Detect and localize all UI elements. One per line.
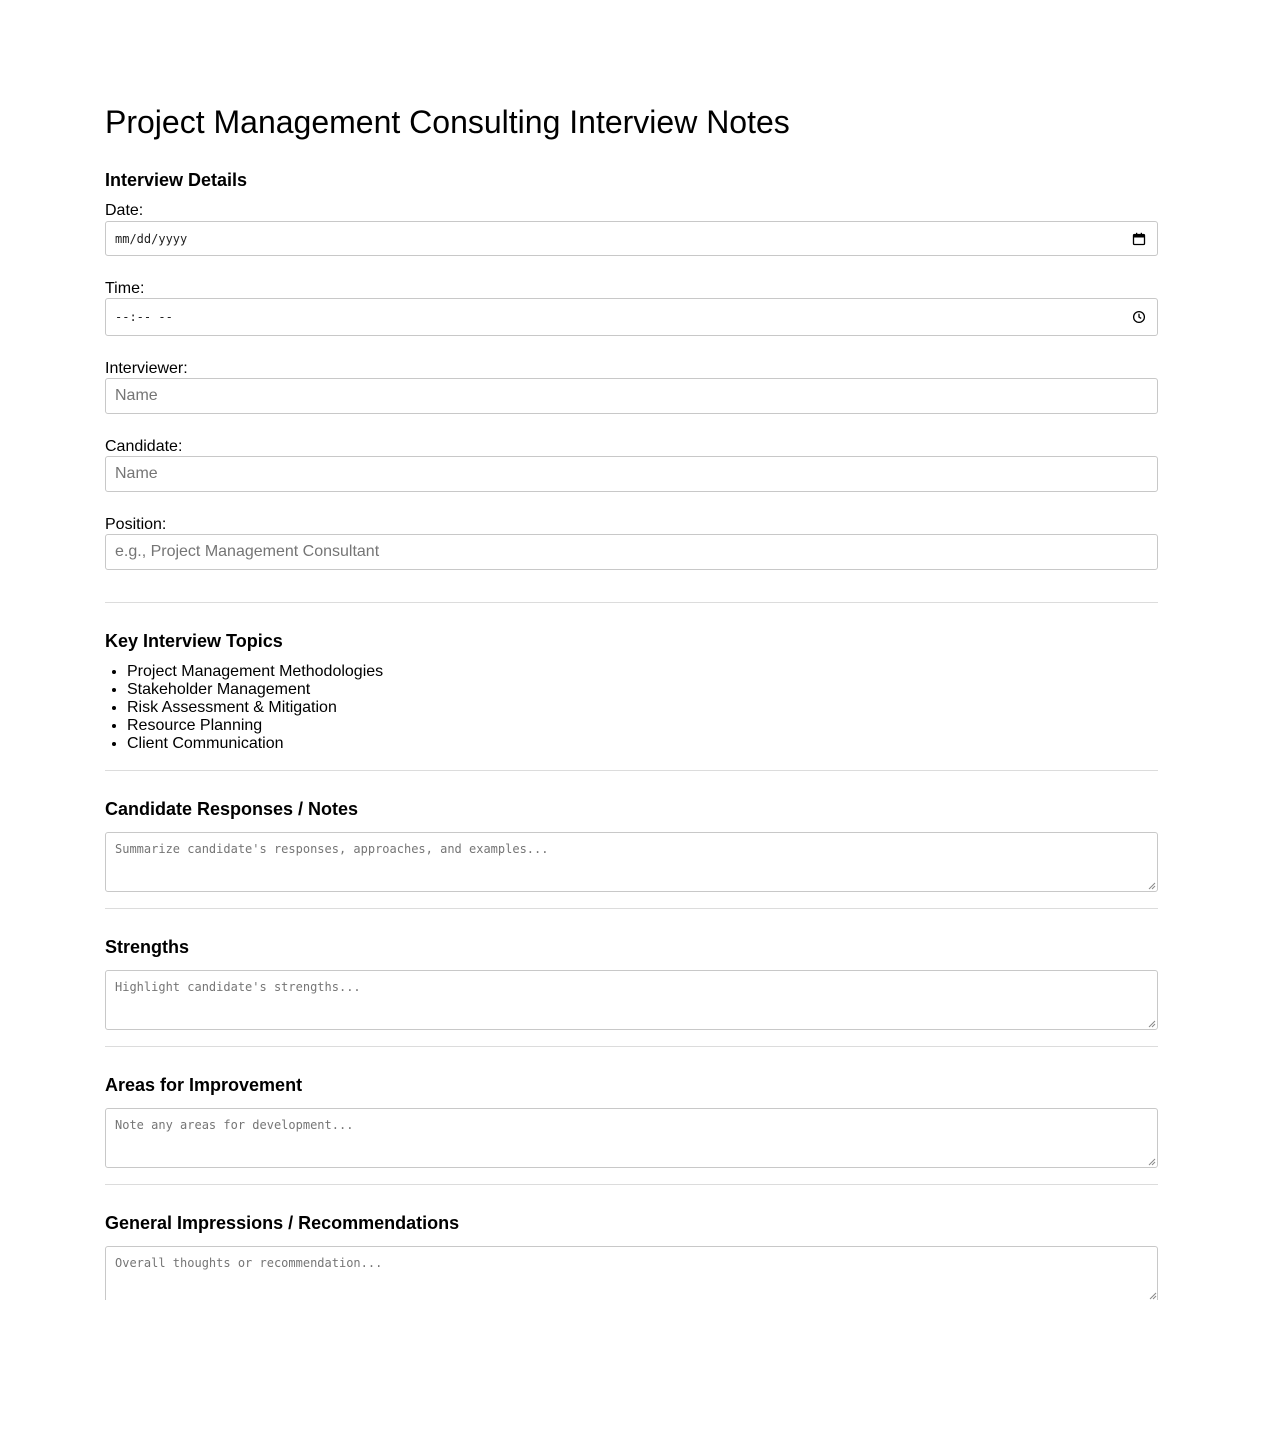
improvement-textarea[interactable] (105, 1108, 1158, 1168)
responses-heading: Candidate Responses / Notes (105, 799, 359, 819)
impressions-clip (105, 1246, 1158, 1300)
page-title: Project Management Consulting Interview Notes (105, 104, 790, 140)
list-item: • Client Communication (127, 735, 383, 753)
impressions-heading: General Impressions / Recommendations (105, 1213, 460, 1233)
strengths-heading: Strengths (105, 937, 190, 957)
section-divider (105, 602, 1158, 603)
candidate-placeholder: Name (115, 465, 158, 482)
clock-icon[interactable] (1132, 310, 1146, 324)
strengths-textarea[interactable] (105, 970, 1158, 1030)
list-item: • Project Management Methodologies (127, 663, 383, 681)
impressions-placeholder: Overall thoughts or recommendation... (115, 1256, 383, 1270)
responses-textarea[interactable] (105, 832, 1158, 892)
interviewer-label: Interviewer: (105, 360, 188, 377)
resize-handle-icon[interactable] (1148, 1020, 1156, 1028)
section-divider (105, 908, 1158, 909)
candidate-label: Candidate: (105, 438, 183, 455)
list-item: • Risk Assessment & Mitigation (127, 699, 383, 717)
list-item: • Resource Planning (127, 717, 383, 735)
date-input[interactable] (105, 221, 1158, 256)
time-input[interactable] (105, 298, 1158, 336)
date-label: Date: (105, 202, 144, 219)
strengths-placeholder: Highlight candidate's strengths... (115, 980, 361, 994)
impressions-textarea[interactable] (105, 1246, 1158, 1300)
resize-handle-icon[interactable] (1149, 1292, 1157, 1300)
interview-details-heading: Interview Details (105, 170, 248, 190)
resize-handle-icon[interactable] (1148, 882, 1156, 890)
improvement-placeholder: Note any areas for development... (115, 1118, 354, 1132)
time-label: Time: (105, 280, 145, 297)
position-input[interactable] (105, 534, 1158, 570)
position-label: Position: (105, 516, 167, 533)
key-topics-list (105, 663, 383, 753)
responses-placeholder: Summarize candidate's responses, approaches, and examples... (115, 842, 549, 856)
resize-handle-icon[interactable] (1148, 1158, 1156, 1166)
interviewer-placeholder: Name (115, 387, 158, 404)
date-input-value: mm/dd/yyyy (115, 231, 188, 246)
calendar-icon[interactable] (1132, 232, 1146, 246)
section-divider (105, 770, 1158, 771)
list-item: • Stakeholder Management (127, 681, 383, 699)
key-topics-heading: Key Interview Topics (105, 631, 283, 651)
position-placeholder: e.g., Project Management Consultant (115, 543, 380, 560)
interviewer-input[interactable] (105, 378, 1158, 414)
section-divider (105, 1184, 1158, 1185)
candidate-input[interactable] (105, 456, 1158, 492)
time-input-value: --:-- -- (115, 310, 173, 324)
section-divider (105, 1046, 1158, 1047)
improvement-heading: Areas for Improvement (105, 1075, 303, 1095)
